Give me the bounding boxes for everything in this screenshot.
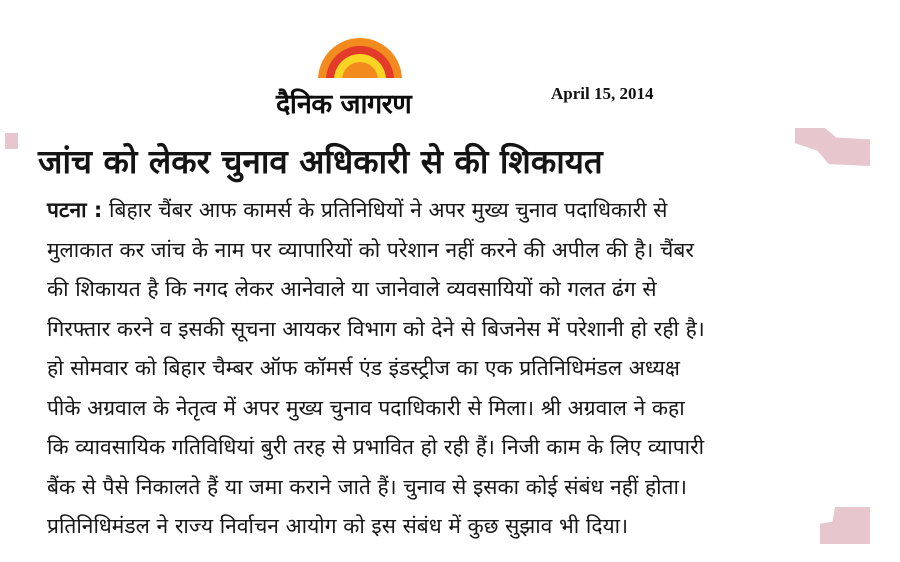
article-line-text: बिहार चैंबर आफ कामर्स के प्रतिनिधियों ने अपर मुख्य चुनाव पदाधिकारी से xyxy=(109,198,668,222)
article-line xyxy=(47,191,867,231)
sun-rays-logo-icon xyxy=(310,30,410,90)
article-line: प्रतिनिधिमंडल ने राज्य निर्वाचन आयोग को इस संबंध में कुछ सुझाव भी दिया। xyxy=(47,514,629,538)
scan-smudge-left xyxy=(5,133,18,149)
article-line: मुलाकात कर जांच के नाम पर व्यापारियों को परेशान नहीं करने की अपील की है। चैंबर xyxy=(47,237,694,262)
article-line: गिरफ्तार करने व इसकी सूचना आयकर विभाग को देने से बिजनेस में परेशानी हो रही है। xyxy=(47,316,705,341)
dateline: पटना : xyxy=(47,198,103,222)
headline: जांच को लेकर चुनाव अधिकारी से की शिकायत xyxy=(38,142,603,181)
article-line: कि व्यावसायिक गतिविधियां बुरी तरह से प्रभावित हो रही हैं। निजी काम के लिए व्यापारी xyxy=(47,435,705,459)
article-line: पीके अग्रवाल के नेतृत्व में अपर मुख्य चुनाव पदाधिकारी से मिला। श्री अग्रवाल ने कहा xyxy=(47,395,685,420)
article-line: बैंक से पैसे निकालते हैं या जमा कराने जाते हैं। चुनाव से इसका कोई संबंध नहीं होता। xyxy=(47,474,687,499)
scan-smudge-top-right xyxy=(795,128,870,166)
article-line: हो सोमवार को बिहार चैम्बर ऑफ कॉमर्स एंड इंडस्ट्रीज का एक प्रतिनिधिमंडल अध्यक्ष xyxy=(47,356,680,380)
masthead xyxy=(270,30,460,125)
publication-date: April 15, 2014 xyxy=(551,84,654,103)
newspaper-name: दैनिक जागरण xyxy=(276,89,412,120)
article-body xyxy=(47,191,867,547)
article-line: की शिकायत है कि नगद लेकर आनेवाले या जानेवाले व्यवसायियों को गलत ढंग से xyxy=(47,277,657,301)
